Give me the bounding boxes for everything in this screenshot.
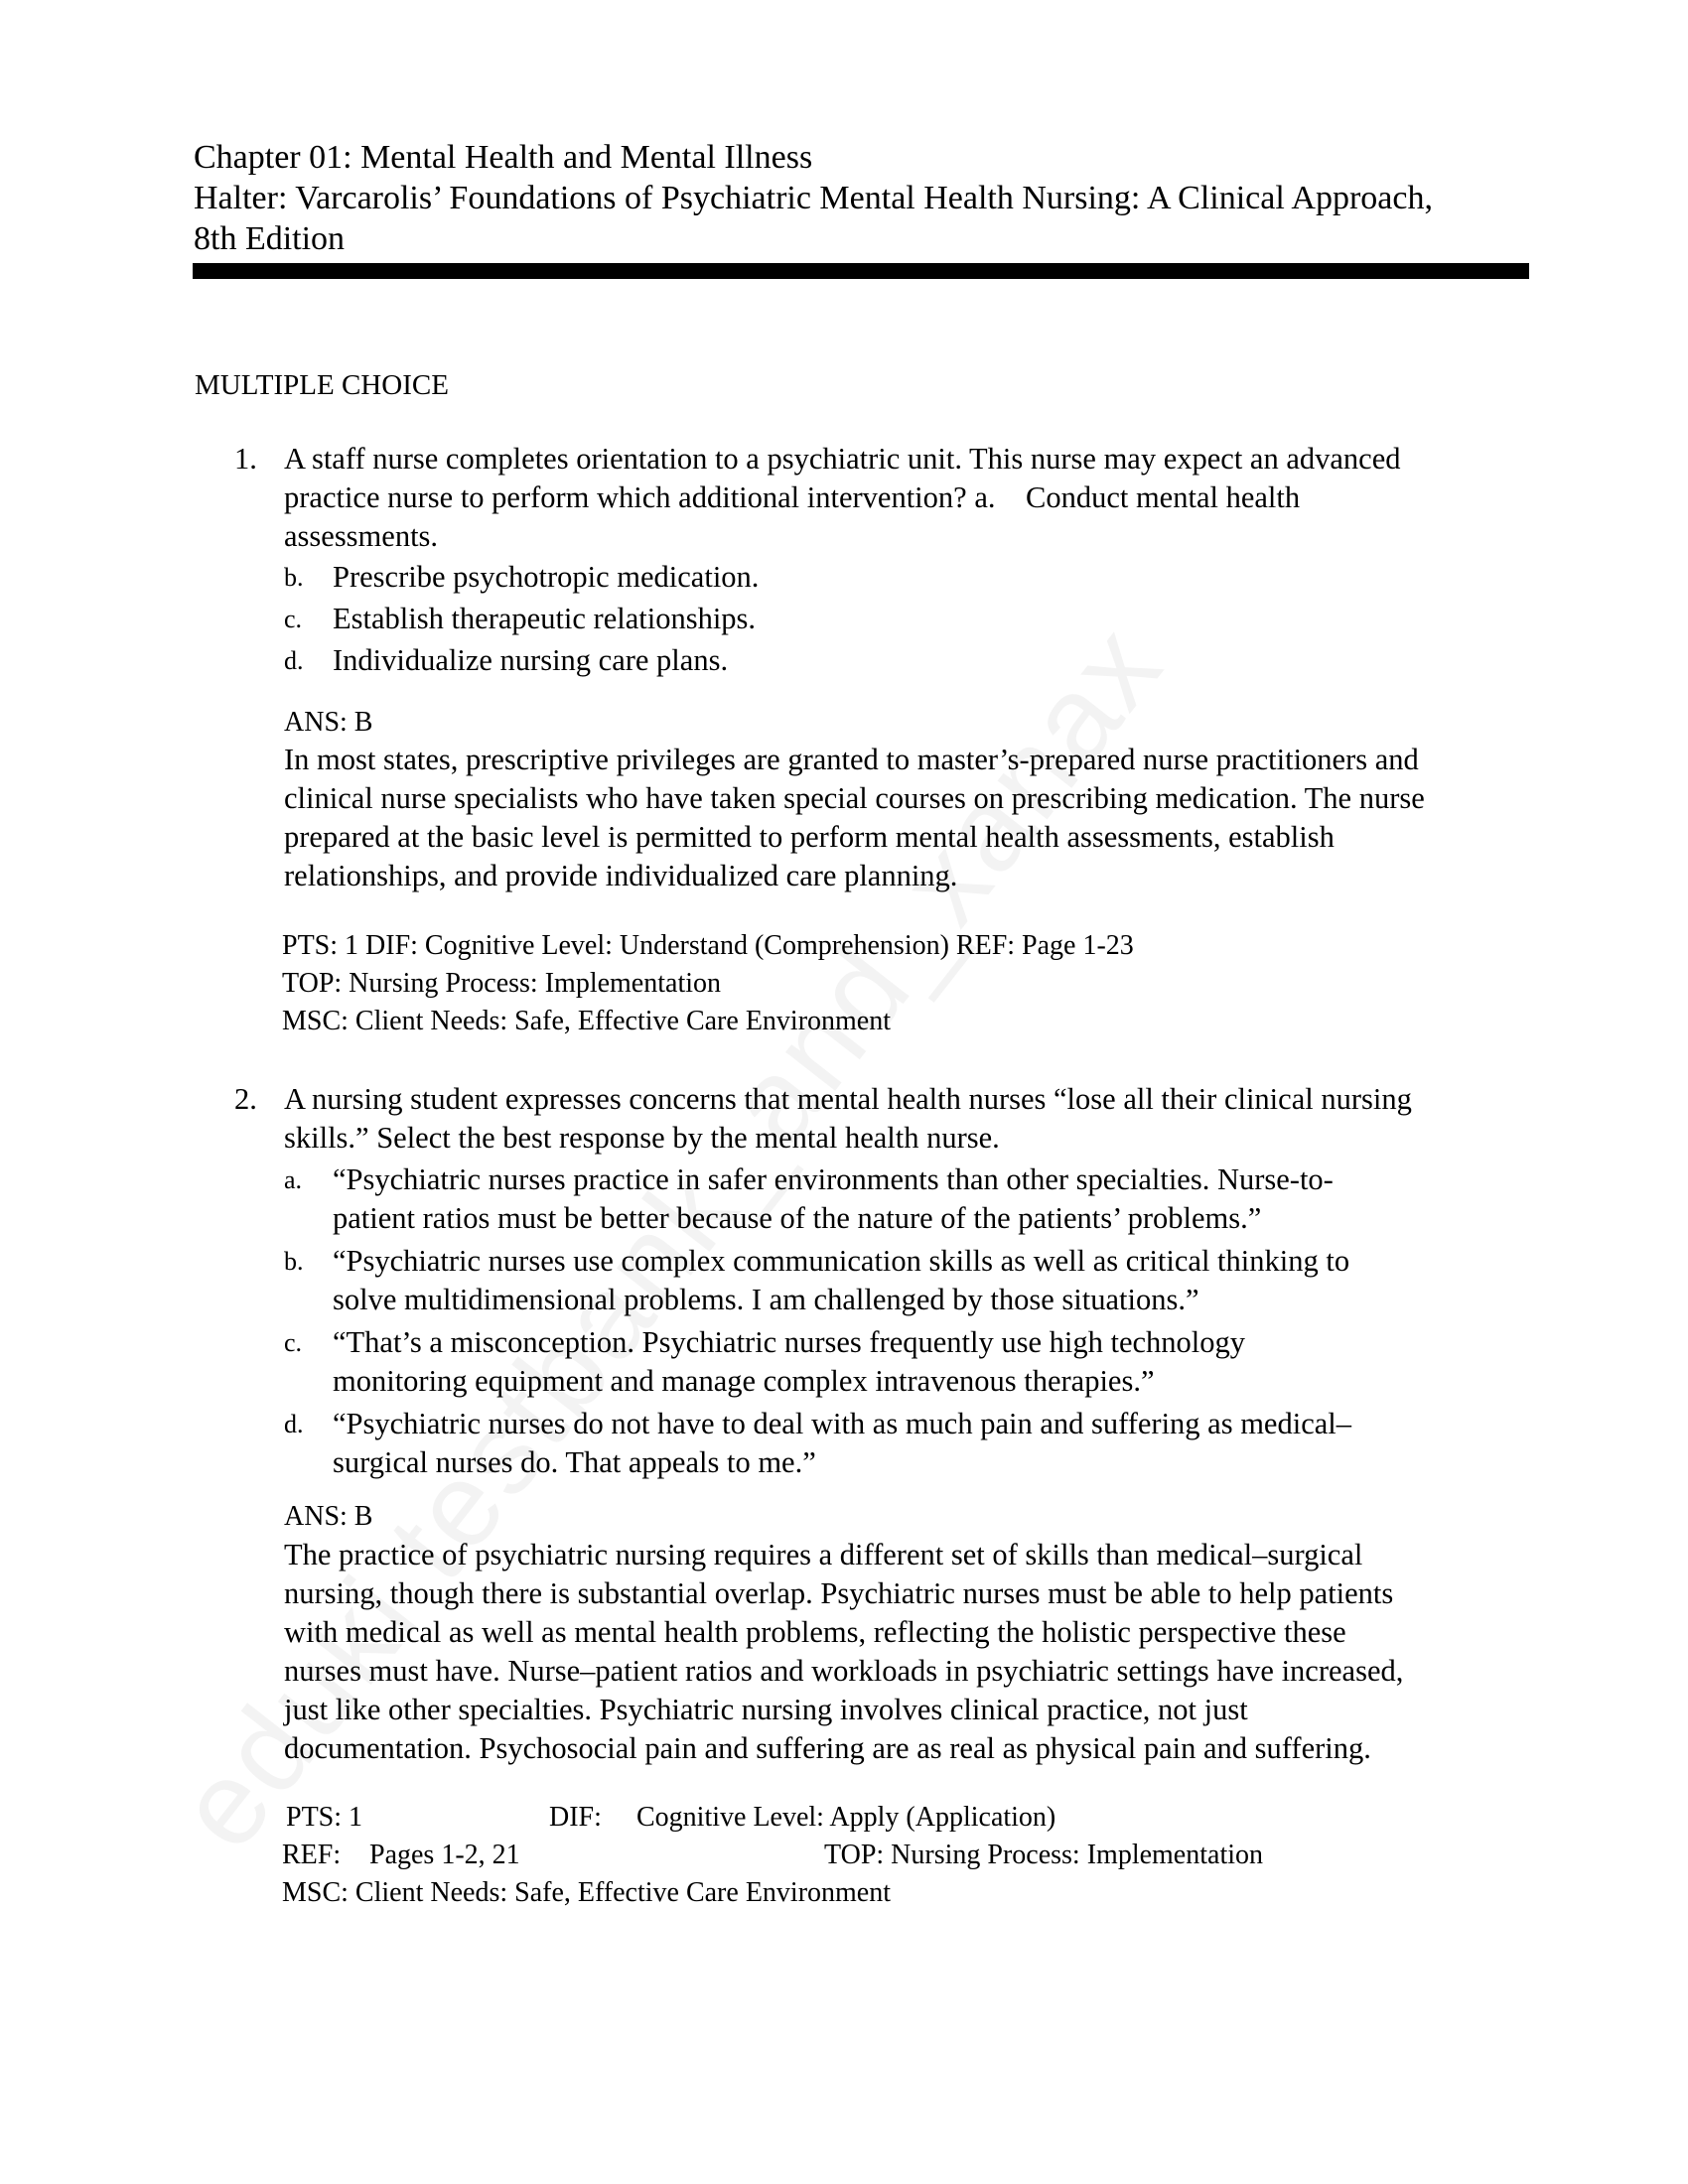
option-letter: b. — [284, 563, 304, 592]
option-letter: c. — [284, 1328, 303, 1357]
metadata-ref-value: Pages 1-2, 21 — [369, 1840, 520, 1870]
option-text: surgical nurses do. That appeals to me.” — [333, 1445, 816, 1479]
option-text: monitoring equipment and manage complex intravenous therapies.” — [333, 1364, 1155, 1398]
rationale-line: relationships, and provide individualized care planning. — [284, 859, 958, 892]
metadata-dif-label: DIF: — [549, 1802, 602, 1833]
chapter-title: Chapter 01: Mental Health and Mental Illness — [194, 139, 813, 176]
metadata-dif-value: Cognitive Level: Apply (Application) — [636, 1802, 1056, 1833]
option-text: “Psychiatric nurses do not have to deal with as much pain and suffering as medical– — [333, 1407, 1351, 1440]
metadata-line: MSC: Client Needs: Safe, Effective Care Environment — [282, 1006, 892, 1036]
metadata-ref-label: REF: — [282, 1840, 342, 1870]
option-text: Prescribe psychotropic medication. — [333, 560, 760, 594]
rationale-line: nurses must have. Nurse–patient ratios and workloads in psychiatric settings have increased, — [284, 1654, 1404, 1688]
option-text: “Psychiatric nurses practice in safer environments than other specialties. Nurse-to- — [333, 1162, 1334, 1196]
rationale-line: documentation. Psychosocial pain and suffering are as real as physical pain and suffering. — [284, 1731, 1371, 1765]
header-divider — [193, 263, 1529, 279]
rationale-line: clinical nurse specialists who have taken special courses on prescribing medication. The nurse — [284, 781, 1425, 815]
option-letter: c. — [284, 605, 303, 633]
answer-key: ANS: B — [284, 707, 373, 738]
answer-key: ANS: B — [284, 1501, 373, 1532]
option-text: patient ratios must be better because of the nature of the patients’ problems.” — [333, 1201, 1262, 1235]
option-letter: d. — [284, 1410, 304, 1438]
question-stem-line: skills.” Select the best response by the mental health nurse. — [284, 1121, 1000, 1155]
rationale-line: with medical as well as mental health problems, reflecting the holistic perspective these — [284, 1615, 1346, 1649]
metadata-line: TOP: Nursing Process: Implementation — [282, 968, 721, 999]
metadata-pts: PTS: 1 — [286, 1802, 363, 1833]
rationale-line: The practice of psychiatric nursing requires a different set of skills than medical–surgical — [284, 1538, 1363, 1571]
question-number: 2. — [234, 1082, 257, 1116]
option-text: “That’s a misconception. Psychiatric nurses frequently use high technology — [333, 1325, 1246, 1359]
question-stem-line: A nursing student expresses concerns that mental health nurses “lose all their clinical nursing — [284, 1082, 1412, 1116]
section-title: MULTIPLE CHOICE — [195, 369, 449, 401]
rationale-line: nursing, though there is substantial overlap. Psychiatric nurses must be able to help patients — [284, 1576, 1394, 1610]
metadata-top: TOP: Nursing Process: Implementation — [824, 1840, 1263, 1870]
option-text: Individualize nursing care plans. — [333, 643, 729, 677]
option-letter: a. — [284, 1165, 303, 1194]
question-stem-line: A staff nurse completes orientation to a psychiatric unit. This nurse may expect an advanced — [284, 442, 1401, 476]
option-letter: b. — [284, 1247, 304, 1276]
option-text: “Psychiatric nurses use complex communication skills as well as critical thinking to — [333, 1244, 1350, 1278]
question-stem-line: assessments. — [284, 519, 439, 553]
metadata-line: PTS: 1 DIF: Cognitive Level: Understand (Comprehension) REF: Page 1-23 — [282, 930, 1134, 961]
question-number: 1. — [234, 442, 257, 476]
rationale-line: In most states, prescriptive privileges are granted to master’s-prepared nurse practitioners and — [284, 743, 1419, 776]
metadata-msc: MSC: Client Needs: Safe, Effective Care Environment — [282, 1877, 892, 1908]
option-text: solve multidimensional problems. I am challenged by those situations.” — [333, 1283, 1199, 1316]
book-title: Halter: Varcarolis’ Foundations of Psychiatric Mental Health Nursing: A Clinical Approach, — [194, 180, 1433, 216]
rationale-line: prepared at the basic level is permitted to perform mental health assessments, establish — [284, 820, 1335, 854]
question-stem-line: practice nurse to perform which additional intervention? a. Conduct mental health — [284, 480, 1301, 514]
book-edition: 8th Edition — [194, 220, 346, 257]
option-text: Establish therapeutic relationships. — [333, 602, 757, 635]
option-letter: d. — [284, 646, 304, 675]
rationale-line: just like other specialties. Psychiatric nursing involves clinical practice, not just — [284, 1693, 1248, 1726]
